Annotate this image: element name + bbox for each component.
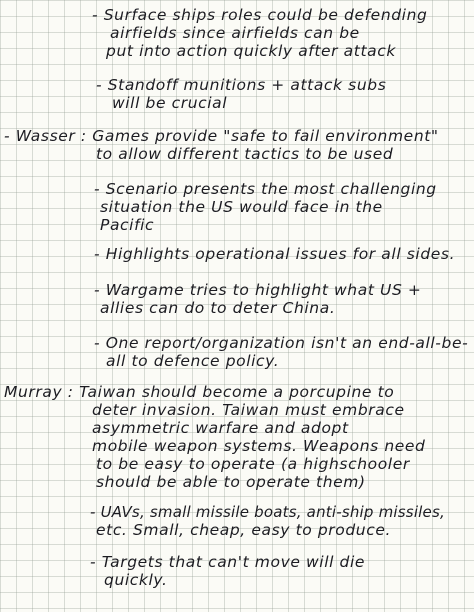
- note-line-5: will be crucial: [112, 94, 228, 112]
- note-line-4: - Standoff munitions + attack subs: [96, 76, 387, 94]
- note-line-11: - Highlights operational issues for all sides.: [94, 245, 456, 263]
- note-line-19: mobile weapon systems. Weapons need: [92, 437, 426, 455]
- note-line-22: - UAVs, small missile boats, anti-ship missiles,: [90, 503, 445, 521]
- note-line-9: situation the US would face in the: [100, 198, 383, 216]
- note-line-murray: Murray : Taiwan should become a porcupine to: [4, 383, 395, 401]
- note-line-2: airfields since airfields can be: [110, 24, 360, 42]
- note-line-17: deter invasion. Taiwan must embrace: [92, 401, 405, 419]
- note-line-13: allies can do to deter China.: [100, 299, 336, 317]
- note-line-wasser: - Wasser : Games provide "safe to fail environment": [4, 127, 439, 145]
- note-line-15: all to defence policy.: [106, 352, 280, 370]
- note-line-12: - Wargame tries to highlight what US +: [94, 281, 422, 299]
- note-line-21: should be able to operate them): [96, 473, 366, 491]
- note-line-25: quickly.: [104, 571, 168, 589]
- note-line-23: etc. Small, cheap, easy to produce.: [96, 521, 392, 539]
- note-line-1: - Surface ships roles could be defending: [92, 6, 428, 24]
- note-line-14: - One report/organization isn't an end-all-be-: [94, 334, 469, 352]
- note-line-7: to allow different tactics to be used: [96, 145, 394, 163]
- note-line-8: - Scenario presents the most challenging: [94, 180, 437, 198]
- note-line-24: - Targets that can't move will die: [90, 553, 366, 571]
- note-line-10: Pacific: [100, 216, 155, 234]
- note-line-3: put into action quickly after attack: [106, 42, 396, 60]
- note-line-18: asymmetric warfare and adopt: [92, 419, 349, 437]
- note-line-20: to be easy to operate (a highschooler: [96, 455, 410, 473]
